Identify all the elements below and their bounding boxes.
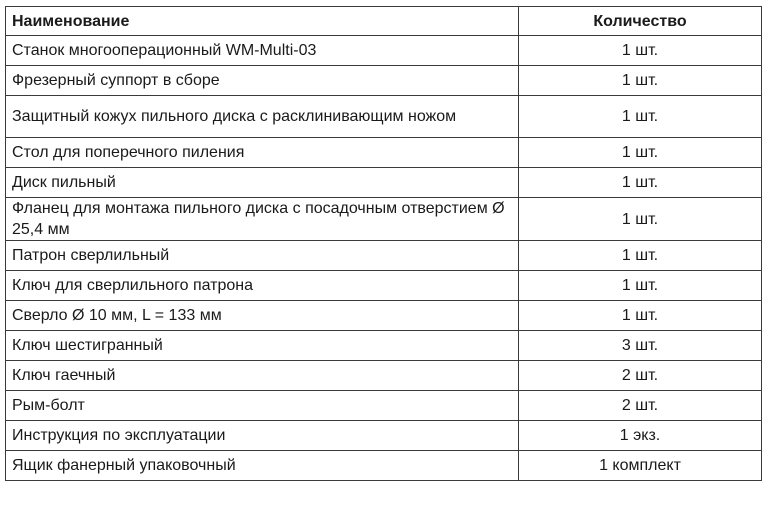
row-quantity: 1 шт. — [519, 36, 762, 66]
table-row — [6, 391, 762, 421]
table-header-row — [6, 7, 762, 36]
row-name: Стол для поперечного пиления — [6, 138, 519, 168]
row-quantity: 1 шт. — [519, 241, 762, 271]
header-name: Наименование — [6, 7, 519, 36]
package-contents-table-wrap — [5, 6, 761, 481]
row-quantity: 1 шт. — [519, 301, 762, 331]
row-quantity: 1 шт. — [519, 198, 762, 241]
table-row — [6, 301, 762, 331]
row-quantity: 2 шт. — [519, 391, 762, 421]
table-row — [6, 331, 762, 361]
table-row — [6, 66, 762, 96]
row-quantity: 1 шт. — [519, 271, 762, 301]
row-name: Инструкция по эксплуатации — [6, 421, 519, 451]
table-row — [6, 138, 762, 168]
table-row — [6, 421, 762, 451]
row-name: Патрон сверлильный — [6, 241, 519, 271]
row-name: Ящик фанерный упаковочный — [6, 451, 519, 481]
table-row — [6, 36, 762, 66]
package-contents-table — [5, 6, 762, 481]
row-name: Ключ для сверлильного патрона — [6, 271, 519, 301]
row-name: Фрезерный суппорт в сборе — [6, 66, 519, 96]
row-name: Станок многооперационный WM-Multi-03 — [6, 36, 519, 66]
table-row — [6, 271, 762, 301]
row-name: Фланец для монтажа пильного диска с посадочным отверстием Ø 25,4 мм — [6, 198, 519, 241]
row-quantity: 1 шт. — [519, 138, 762, 168]
row-name: Ключ шестигранный — [6, 331, 519, 361]
row-name: Ключ гаечный — [6, 361, 519, 391]
table-row — [6, 451, 762, 481]
table-row — [6, 96, 762, 138]
header-quantity: Количество — [519, 7, 762, 36]
row-quantity: 1 комплект — [519, 451, 762, 481]
table-row — [6, 361, 762, 391]
row-name: Защитный кожух пильного диска с расклинивающим ножом — [6, 96, 519, 138]
row-name: Рым-болт — [6, 391, 519, 421]
row-name: Диск пильный — [6, 168, 519, 198]
table-row — [6, 241, 762, 271]
row-quantity: 1 экз. — [519, 421, 762, 451]
row-quantity: 3 шт. — [519, 331, 762, 361]
row-quantity: 1 шт. — [519, 168, 762, 198]
row-quantity: 2 шт. — [519, 361, 762, 391]
table-row — [6, 198, 762, 241]
table-row — [6, 168, 762, 198]
row-name: Сверло Ø 10 мм, L = 133 мм — [6, 301, 519, 331]
row-quantity: 1 шт. — [519, 66, 762, 96]
row-quantity: 1 шт. — [519, 96, 762, 138]
